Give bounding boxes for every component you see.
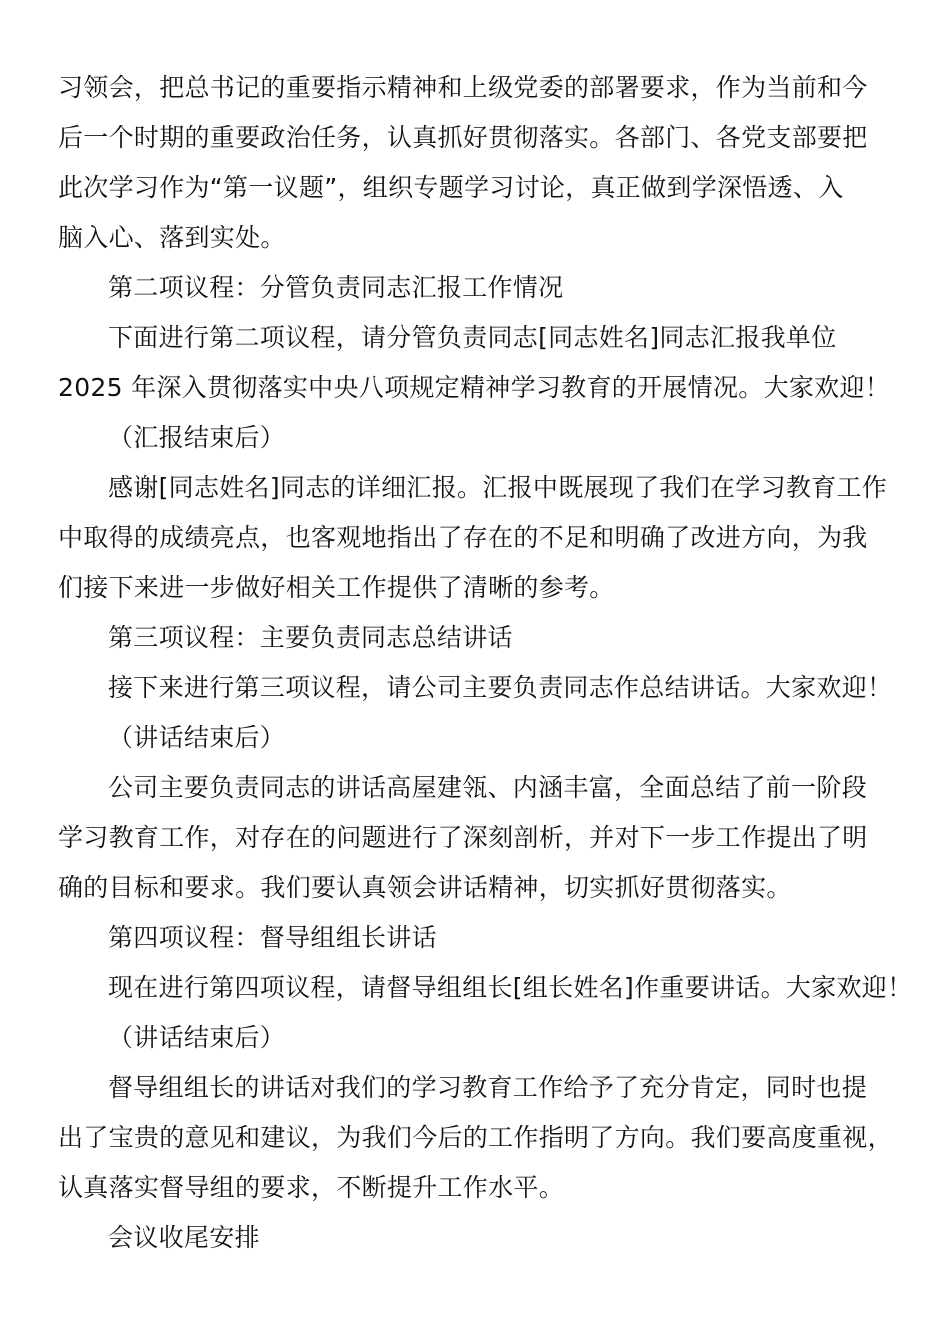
paragraph-line: 学习教育工作，对存在的问题进行了深刻剖析，并对下一步工作提出了明 <box>58 823 868 852</box>
agenda-heading: 第四项议程：督导组组长讲话 <box>108 923 437 952</box>
paragraph-line: 出了宝贵的意见和建议，为我们今后的工作指明了方向。我们要高度重视， <box>58 1123 893 1152</box>
paragraph-line: 公司主要负责同志的讲话高屋建瓴、内涵丰富，全面总结了前一阶段 <box>108 773 868 802</box>
paragraph-line: 们接下来进一步做好相关工作提供了清晰的参考。 <box>58 573 615 602</box>
section-heading: 会议收尾安排 <box>108 1223 260 1252</box>
paragraph-line: 习领会，把总书记的重要指示精神和上级党委的部署要求，作为当前和今 <box>58 73 868 102</box>
paragraph-line: 接下来进行第三项议程，请公司主要负责同志作总结讲话。大家欢迎！ <box>108 673 893 702</box>
paragraph-line: 确的目标和要求。我们要认真领会讲话精神，切实抓好贯彻落实。 <box>58 873 792 902</box>
paragraph-line: 现在进行第四项议程，请督导组组长[组长姓名]作重要讲话。大家欢迎！ <box>108 973 913 1002</box>
paragraph-line: 下面进行第二项议程，请分管负责同志[同志姓名]同志汇报我单位 <box>108 323 837 352</box>
paragraph-line: 感谢[同志姓名]同志的详细汇报。汇报中既展现了我们在学习教育工作 <box>108 473 888 502</box>
paragraph-line: 2025 年深入贯彻落实中央八项规定精神学习教育的开展情况。大家欢迎！ <box>58 373 891 402</box>
stage-note: （讲话结束后） <box>108 723 286 752</box>
stage-note: （汇报结束后） <box>108 423 286 452</box>
paragraph-line: 此次学习作为“第一议题”，组织专题学习讨论，真正做到学深悟透、入 <box>58 173 844 202</box>
paragraph-line: 认真落实督导组的要求，不断提升工作水平。 <box>58 1173 565 1202</box>
paragraph-line: 脑入心、落到实处。 <box>58 223 286 252</box>
paragraph-line: 督导组组长的讲话对我们的学习教育工作给予了充分肯定，同时也提 <box>108 1073 868 1102</box>
paragraph-line: 中取得的成绩亮点，也客观地指出了存在的不足和明确了改进方向，为我 <box>58 523 868 552</box>
agenda-heading: 第三项议程：主要负责同志总结讲话 <box>108 623 513 652</box>
paragraph-line: 后一个时期的重要政治任务，认真抓好贯彻落实。各部门、各党支部要把 <box>58 123 868 152</box>
stage-note: （讲话结束后） <box>108 1023 286 1052</box>
agenda-heading: 第二项议程：分管负责同志汇报工作情况 <box>108 273 564 302</box>
